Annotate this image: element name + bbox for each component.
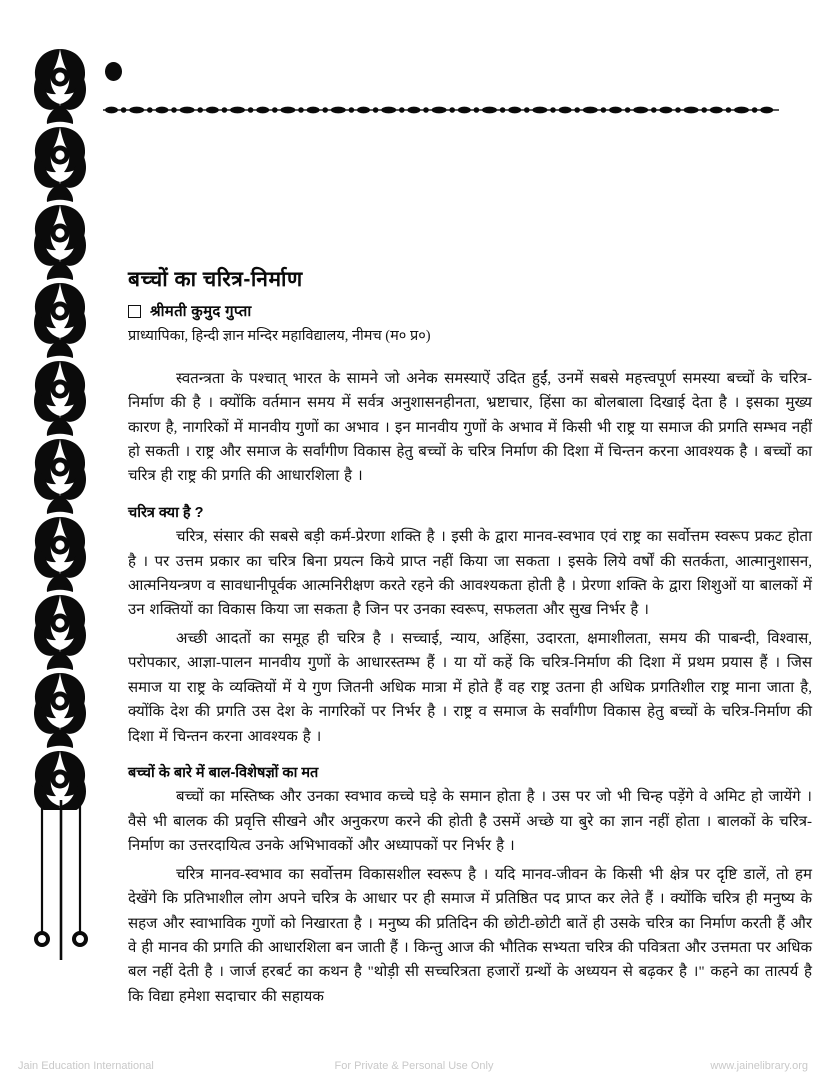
decorative-horizontal-rule: [103, 103, 779, 117]
paragraph: स्वतन्त्रता के पश्चात् भारत के सामने जो अनेक समस्याऐं उदित हुईं, उनमें सबसे महत्त्वपूर्ण समस्या बच्चों के चरित्र-निर्माण की है । क्योंकि वर्तमान समय में सर्वत्र अनुशासनहीनता, भ्रष्टाचार, हिंसा का बोलबाला दिखाई देता है । इसका मुख्य कारण है, नागरिकों में मानवीय गुणों का अभाव । इन मानवीय गुणों के अभाव में किसी भी राष्ट्र या समाज की प्रगति सम्भव नहीं हो सकती । राष्ट्र और समाज के सर्वांगीण विकास हेतु बच्चों के चरित्र निर्माण की दिशा में चिन्तन करना आवश्यक है । बच्चों का चरित्र ही राष्ट्र की प्रगति की आधारशिला है ।: [128, 370, 812, 485]
footer-left-text: Jain Education International: [18, 1060, 154, 1072]
footer-center-text: For Private & Personal Use Only: [334, 1060, 494, 1072]
section-heading: चरित्र क्या है ?: [128, 504, 204, 521]
article-body: [128, 268, 812, 1013]
section-heading: बच्चों के बारे में बाल-विशेषज्ञों का मत: [128, 765, 319, 782]
border-tail-lines: [30, 800, 92, 960]
byline: [128, 301, 812, 321]
square-bullet-icon: [128, 305, 141, 318]
footer-right-text[interactable]: www.jainelibrary.org: [710, 1060, 808, 1072]
paragraph: चरित्र मानव-स्वभाव का सर्वोत्तम विकासशील स्वरूप है । यदि मानव-जीवन के किसी भी क्षेत्र पर दृष्टि डालें, तो हम देखेंगे कि प्रतिभाशील लोग अपने चरित्र के आधार पर ही समाज में प्रतिष्ठित पद प्राप्त कर लेते हैं । क्योंकि चरित्र ही मनुष्य के सहज और स्वाभाविक गुणों को निखारता है । मनुष्य की प्रतिदिन की छोटी-छोटी बातें ही उसके चरित्र का निर्माण करती हैं और वे ही मानव की प्रगति की आधारशिला बन जाती हैं । किन्तु आज की भौतिक सभ्यता चरित्र की पवित्रता और उत्तमता पर अधिक बल नहीं देती है । जार्ज हरबर्ट का कथन है "थोड़ी सी सच्चरित्रता हजारों ग्रन्थों के अध्ययन से बढ़कर है ।" कहने का तात्पर्य है कि विद्या हमेशा सदाचार की सहायक: [128, 866, 812, 1005]
paragraph: चरित्र, संसार की सबसे बड़ी कर्म-प्रेरणा शक्ति है । इसी के द्वारा मानव-स्वभाव एवं राष्ट्र का सर्वोत्तम स्वरूप प्रकट होता है । पर उत्तम प्रकार का चरित्र बिना प्रयत्न किये प्राप्त नहीं किया जा सकता । इसके लिये वर्षों की सतर्कता, आत्मानुशासन, आत्मनियन्त्रण व सावधानीपूर्वक आत्मनिरीक्षण करते रहने की आवश्यकता होती है । प्रेरणा शक्ति के द्वारा शिशुओं या बालकों में उन शक्तियों का विकास किया जा सकता है जिन पर उनका स्वरूप, सफलता और सुख निर्भर है ।: [128, 529, 812, 619]
author-name: श्रीमती कुमुद गुप्ता: [150, 303, 252, 321]
corner-dot-ornament: [105, 62, 122, 81]
page-footer: [0, 1056, 828, 1076]
author-affiliation: प्राध्यापिका, हिन्दी ज्ञान मन्दिर महाविद्यालय, नीमच (म० प्र०): [128, 328, 431, 345]
ornamental-border-left: [30, 45, 90, 810]
paragraph: अच्छी आदतों का समूह ही चरित्र है । सच्चाई, न्याय, अहिंसा, उदारता, क्षमाशीलता, समय की पाबन्दी, विश्वास, परोपकार, आज्ञा-पालन मानवीय गुणों के आधारस्तम्भ हैं । या यों कहें कि चरित्र-निर्माण की दिशा में प्रथम प्रयास हैं । जिस समाज या राष्ट्र के व्यक्तियों में ये गुण जितनी अधिक मात्रा में होते हैं वह राष्ट्र उतना ही अधिक प्रगतिशील राष्ट्र माना जाता है, क्योंकि देश की प्रगति उस देश के नागरिकों पर निर्भर है । राष्ट्र व समाज के सर्वांगीण विकास हेतु बच्चों के चरित्र-निर्माण की दिशा में चिन्तन करना आवश्यक है ।: [128, 630, 812, 745]
paragraph: बच्चों का मस्तिष्क और उनका स्वभाव कच्चे घड़े के समान होता है । उस पर जो भी चिन्ह पड़ेंगे वे अमिट हो जायेंगे । वैसे भी बालक की प्रवृत्ति सीखने और अनुकरण करने की होती है उसमें अच्छे या बुरे का ज्ञान नहीं होता । बालकों के चरित्र-निर्माण का उत्तरदायित्व उनके अभिभावकों और अध्यापकों पर निर्भर है ।: [128, 789, 812, 855]
page-title: बच्चों का चरित्र-निर्माण: [128, 268, 303, 291]
